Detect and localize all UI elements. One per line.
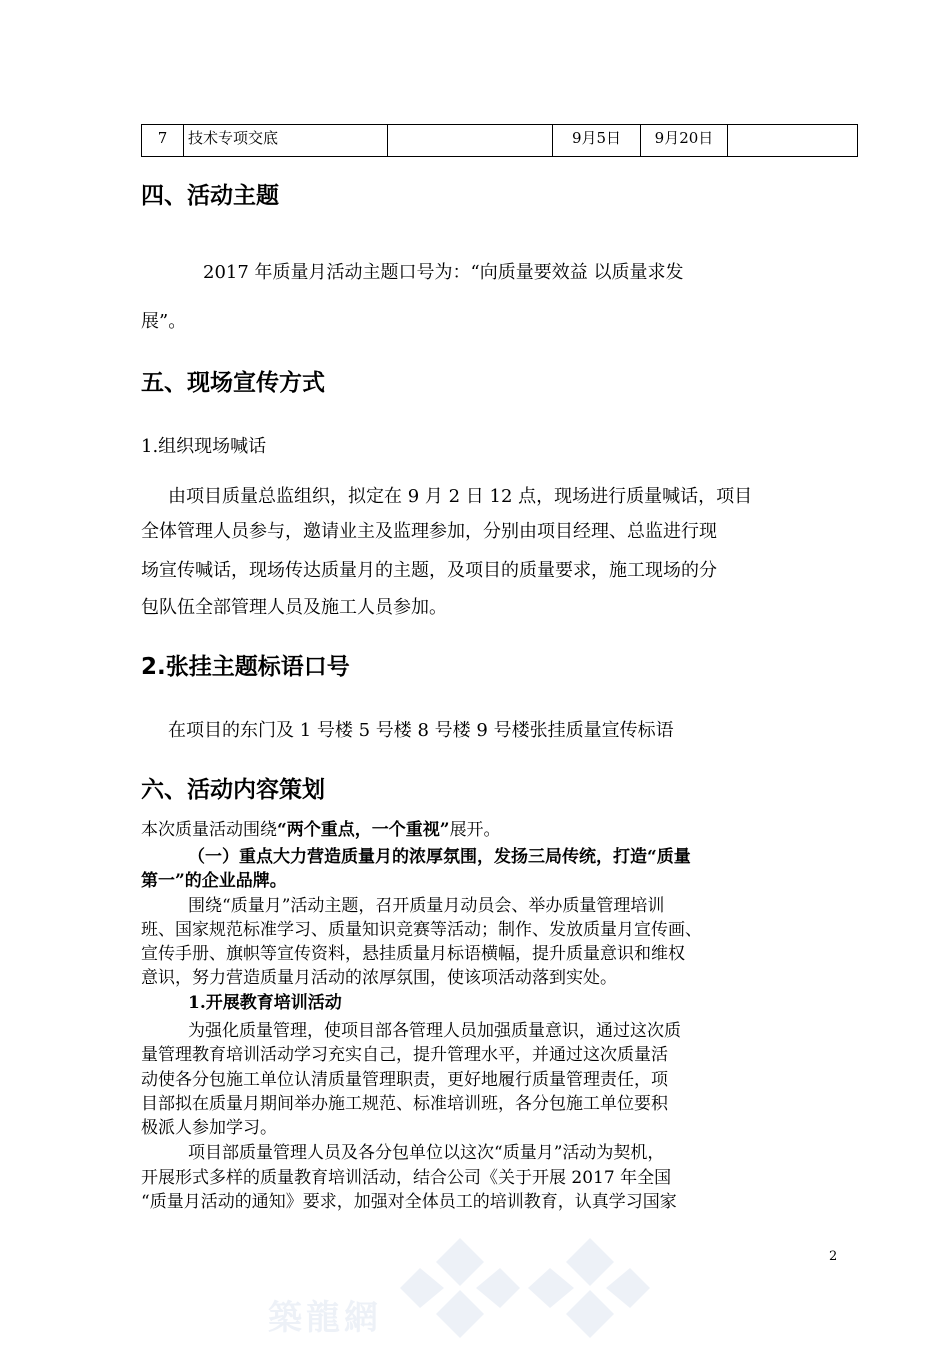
section-heading-content: 六、活动内容策划 <box>141 777 325 803</box>
paragraph-line: 动使各分包施工单位认清质量管理职责，更好地履行质量管理责任，项 <box>141 1070 668 1090</box>
watermark-text: 築龍網 <box>268 1298 382 1338</box>
subheading-line: （一）重点大力营造质量月的浓厚氛围，发扬三局传统，打造“质量 <box>188 847 691 867</box>
table-cell-end: 9月20日 <box>641 125 728 157</box>
subheading-slogans: 2.张挂主题标语口号 <box>141 654 350 680</box>
paragraph-line: 班、国家规范标准学习、质量知识竞赛等活动；制作、发放质量月宣传画、 <box>141 920 702 940</box>
intro-emphasis: “两个重点，一个重视” <box>277 820 450 840</box>
intro-post: 展开。 <box>449 820 501 840</box>
paragraph-line: 极派人参加学习。 <box>141 1118 277 1138</box>
table-cell-empty <box>728 125 858 157</box>
subheading: 1.组织现场喊话 <box>141 436 267 457</box>
paragraph-line: 为强化质量管理，使项目部各管理人员加强质量意识，通过这次质 <box>188 1021 681 1041</box>
paragraph-line: 目部拟在质量月期间举办施工规范、标准培训班，各分包施工单位要积 <box>141 1094 668 1114</box>
watermark-snowflake-icon <box>400 1228 650 1344</box>
watermark-logo <box>400 1228 650 1344</box>
paragraph-line: 量管理教育培训活动学习充实自己，提升管理水平，并通过这次质量活 <box>141 1045 668 1065</box>
table-cell-empty <box>388 125 553 157</box>
paragraph-line: “质量月活动的通知》要求，加强对全体员工的培训教育，认真学习国家 <box>141 1192 677 1212</box>
paragraph-line <box>141 815 501 840</box>
paragraph-line: 展”。 <box>141 311 187 332</box>
subheading-line: 第一”的企业品牌。 <box>141 871 287 891</box>
intro-pre: 本次质量活动围绕 <box>141 820 277 840</box>
paragraph-line: 意识，努力营造质量月活动的浓厚氛围，使该项活动落到实处。 <box>141 968 617 988</box>
paragraph-line: 开展形式多样的质量教育培训活动，结合公司《关于开展 2017 年全国 <box>141 1168 672 1188</box>
table-cell-num: 7 <box>142 125 184 157</box>
schedule-table <box>141 124 858 157</box>
table-cell-start: 9月5日 <box>553 125 641 157</box>
paragraph-line: 包队伍全部管理人员及施工人员参加。 <box>141 597 447 618</box>
paragraph-line: 在项目的东门及 1 号楼 5 号楼 8 号楼 9 号楼张挂质量宣传标语 <box>168 720 674 741</box>
section-heading-theme: 四、活动主题 <box>141 183 279 209</box>
paragraph-line: 宣传手册、旗帜等宣传资料，悬挂质量月标语横幅，提升质量意识和维权 <box>141 944 685 964</box>
paragraph-line: 围绕“质量月”活动主题，召开质量月动员会、举办质量管理培训 <box>188 896 665 916</box>
paragraph-line: 全体管理人员参与，邀请业主及监理参加，分别由项目经理、总监进行现 <box>141 521 717 542</box>
paragraph-line: 2017 年质量月活动主题口号为：“向质量要效益 以质量求发 <box>203 262 684 283</box>
paragraph-line: 场宣传喊话，现场传达质量月的主题，及项目的质量要求，施工现场的分 <box>141 560 717 581</box>
table-cell-item: 技术专项交底 <box>184 125 388 157</box>
paragraph-line: 由项目质量总监组织，拟定在 9 月 2 日 12 点，现场进行质量喊话，项目 <box>168 486 753 507</box>
section-heading-publicity: 五、现场宣传方式 <box>141 370 325 396</box>
table-row <box>142 125 858 157</box>
subheading-training: 1.开展教育培训活动 <box>188 993 342 1013</box>
paragraph-line: 项目部质量管理人员及各分包单位以这次“质量月”活动为契机， <box>188 1143 665 1163</box>
page-number: 2 <box>829 1249 838 1264</box>
